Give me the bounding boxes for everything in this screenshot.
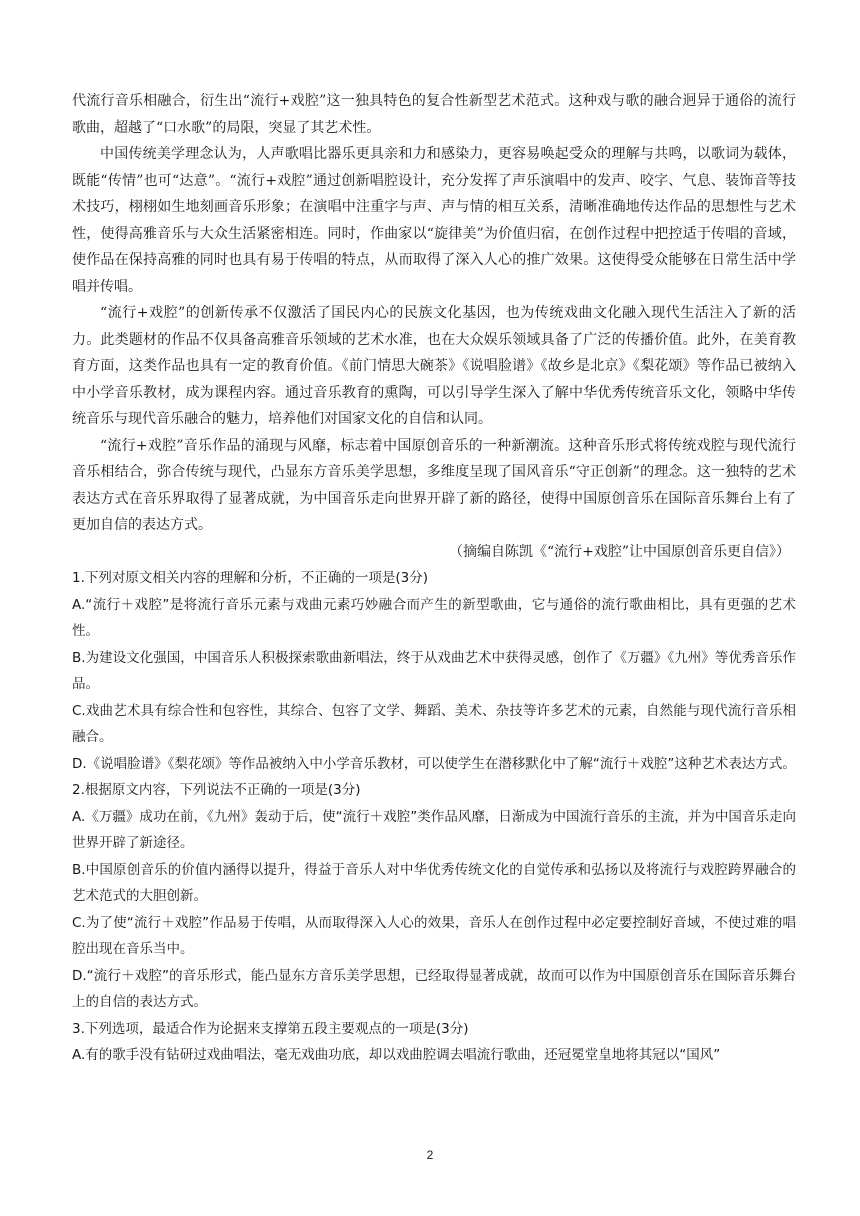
question-option: D.“流行＋戏腔”的音乐形式，能凸显东方音乐美学思想，已经取得显著成就，故而可以作为中国原创音乐在国际音乐舞台上的自信的表达方式。 xyxy=(72,967,796,1010)
paragraph: “流行+戏腔”的创新传承不仅激活了国民内心的民族文化基因，也为传统戏曲文化融入现代生活注入了新的活力。此类题材的作品不仅具备高雅音乐领域的艺术水准，也在大众娱乐领域具备了广泛的传播价值。此外，在美育教育方面，这类作品也具有一定的教育价值。《前门情思大碗茶》《说唱脸谱》《故乡是北京》《梨花颂》等作品已被纳入中小学音乐教材，成为课程内容。通过音乐教育的熏陶，可以引导学生深入了解中华优秀传统音乐文化，领略中华传统音乐与现代音乐融合的魅力，培养他们对国家文化的自信和认同。 xyxy=(72,305,796,427)
paragraph: 中国传统美学理念认为，人声歌唱比器乐更具亲和力和感染力，更容易唤起受众的理解与共鸣，以歌词为载体，既能“传情”也可“达意”。“流行+戏腔”通过创新唱腔设计，充分发挥了声乐演唱中的发声、咬字、气息、装饰音等技术技巧，栩栩如生地刻画音乐形象；在演唱中注重字与声、声与情的相互关系，清晰准确地传达作品的思想性与艺术性，使得高雅音乐与大众生活紧密相连。同时，作曲家以“旋律美”为价值归宿，在创作过程中把控适于传唱的音域，使作品在保持高雅的同时也具有易于传唱的特点，从而取得了深入人心的推广效果。这使得受众能够在日常生活中学唱并传唱。 xyxy=(72,146,796,295)
document-body xyxy=(72,88,796,1069)
question-option: B.为建设文化强国，中国音乐人积极探索歌曲新唱法，终于从戏曲艺术中获得灵感，创作了《万疆》《九州》等优秀音乐作品。 xyxy=(72,649,796,692)
question-stem: 1.下列对原文相关内容的理解和分析，不正确的一项是(3分) xyxy=(72,570,429,586)
question-option: C.戏曲艺术具有综合性和包容性，其综合、包容了文学、舞蹈、美术、杂技等许多艺术的元素，自然能与现代流行音乐相融合。 xyxy=(72,702,796,745)
paragraph: 代流行音乐相融合，衍生出“流行+戏腔”这一独具特色的复合性新型艺术范式。这种戏与歌的融合迥异于通俗的流行歌曲，超越了“口水歌”的局限，突显了其艺术性。 xyxy=(72,93,796,136)
question-stem: 3.下列选项，最适合作为论据来支撑第五段主要观点的一项是(3分) xyxy=(72,1020,469,1037)
question-option: C.为了使“流行＋戏腔”作品易于传唱，从而取得深入人心的效果，音乐人在创作过程中必定要控制好音域，不使过难的唱腔出现在音乐当中。 xyxy=(72,914,796,957)
question-stem: 2.根据原文内容，下列说法不正确的一项是(3分) xyxy=(72,782,361,798)
question-option: B.中国原创音乐的价值内涵得以提升，得益于音乐人对中华优秀传统文化的自觉传承和弘扬以及将流行与戏腔跨界融合的艺术范式的大胆创新。 xyxy=(72,861,796,904)
source-citation: （摘编自陈凯《“流行+戏腔”让中国原创音乐更自信》） xyxy=(448,543,790,560)
question-option: A.“流行＋戏腔”是将流行音乐元素与戏曲元素巧妙融合而产生的新型歌曲，它与通俗的流行歌曲相比，具有更强的艺术性。 xyxy=(72,596,796,639)
paragraph: “流行+戏腔”音乐作品的涌现与风靡，标志着中国原创音乐的一种新潮流。这种音乐形式将传统戏腔与现代流行音乐相结合，弥合传统与现代，凸显东方音乐美学思想，多维度呈现了国风音乐“守正创新”的理念。这一独特的艺术表达方式在音乐界取得了显著成就，为中国音乐走向世界开辟了新的路径，使得中国原创音乐在国际音乐舞台上有了更加自信的表达方式。 xyxy=(72,437,796,533)
question-option: A.有的歌手没有钻研过戏曲唱法，毫无戏曲功底，却以戏曲腔调去唱流行歌曲，还冠冕堂皇地将其冠以“国风” xyxy=(72,1047,721,1063)
question-option: A.《万疆》成功在前，《九州》轰动于后，使“流行＋戏腔”类作品风靡，日渐成为中国流行音乐的主流，并为中国音乐走向世界开辟了新途径。 xyxy=(72,808,796,851)
page-number: 2 xyxy=(426,1148,434,1162)
question-option: D.《说唱脸谱》《梨花颂》等作品被纳入中小学音乐教材，可以使学生在潜移默化中了解“流行＋戏腔”这种艺术表达方式。 xyxy=(72,755,796,772)
